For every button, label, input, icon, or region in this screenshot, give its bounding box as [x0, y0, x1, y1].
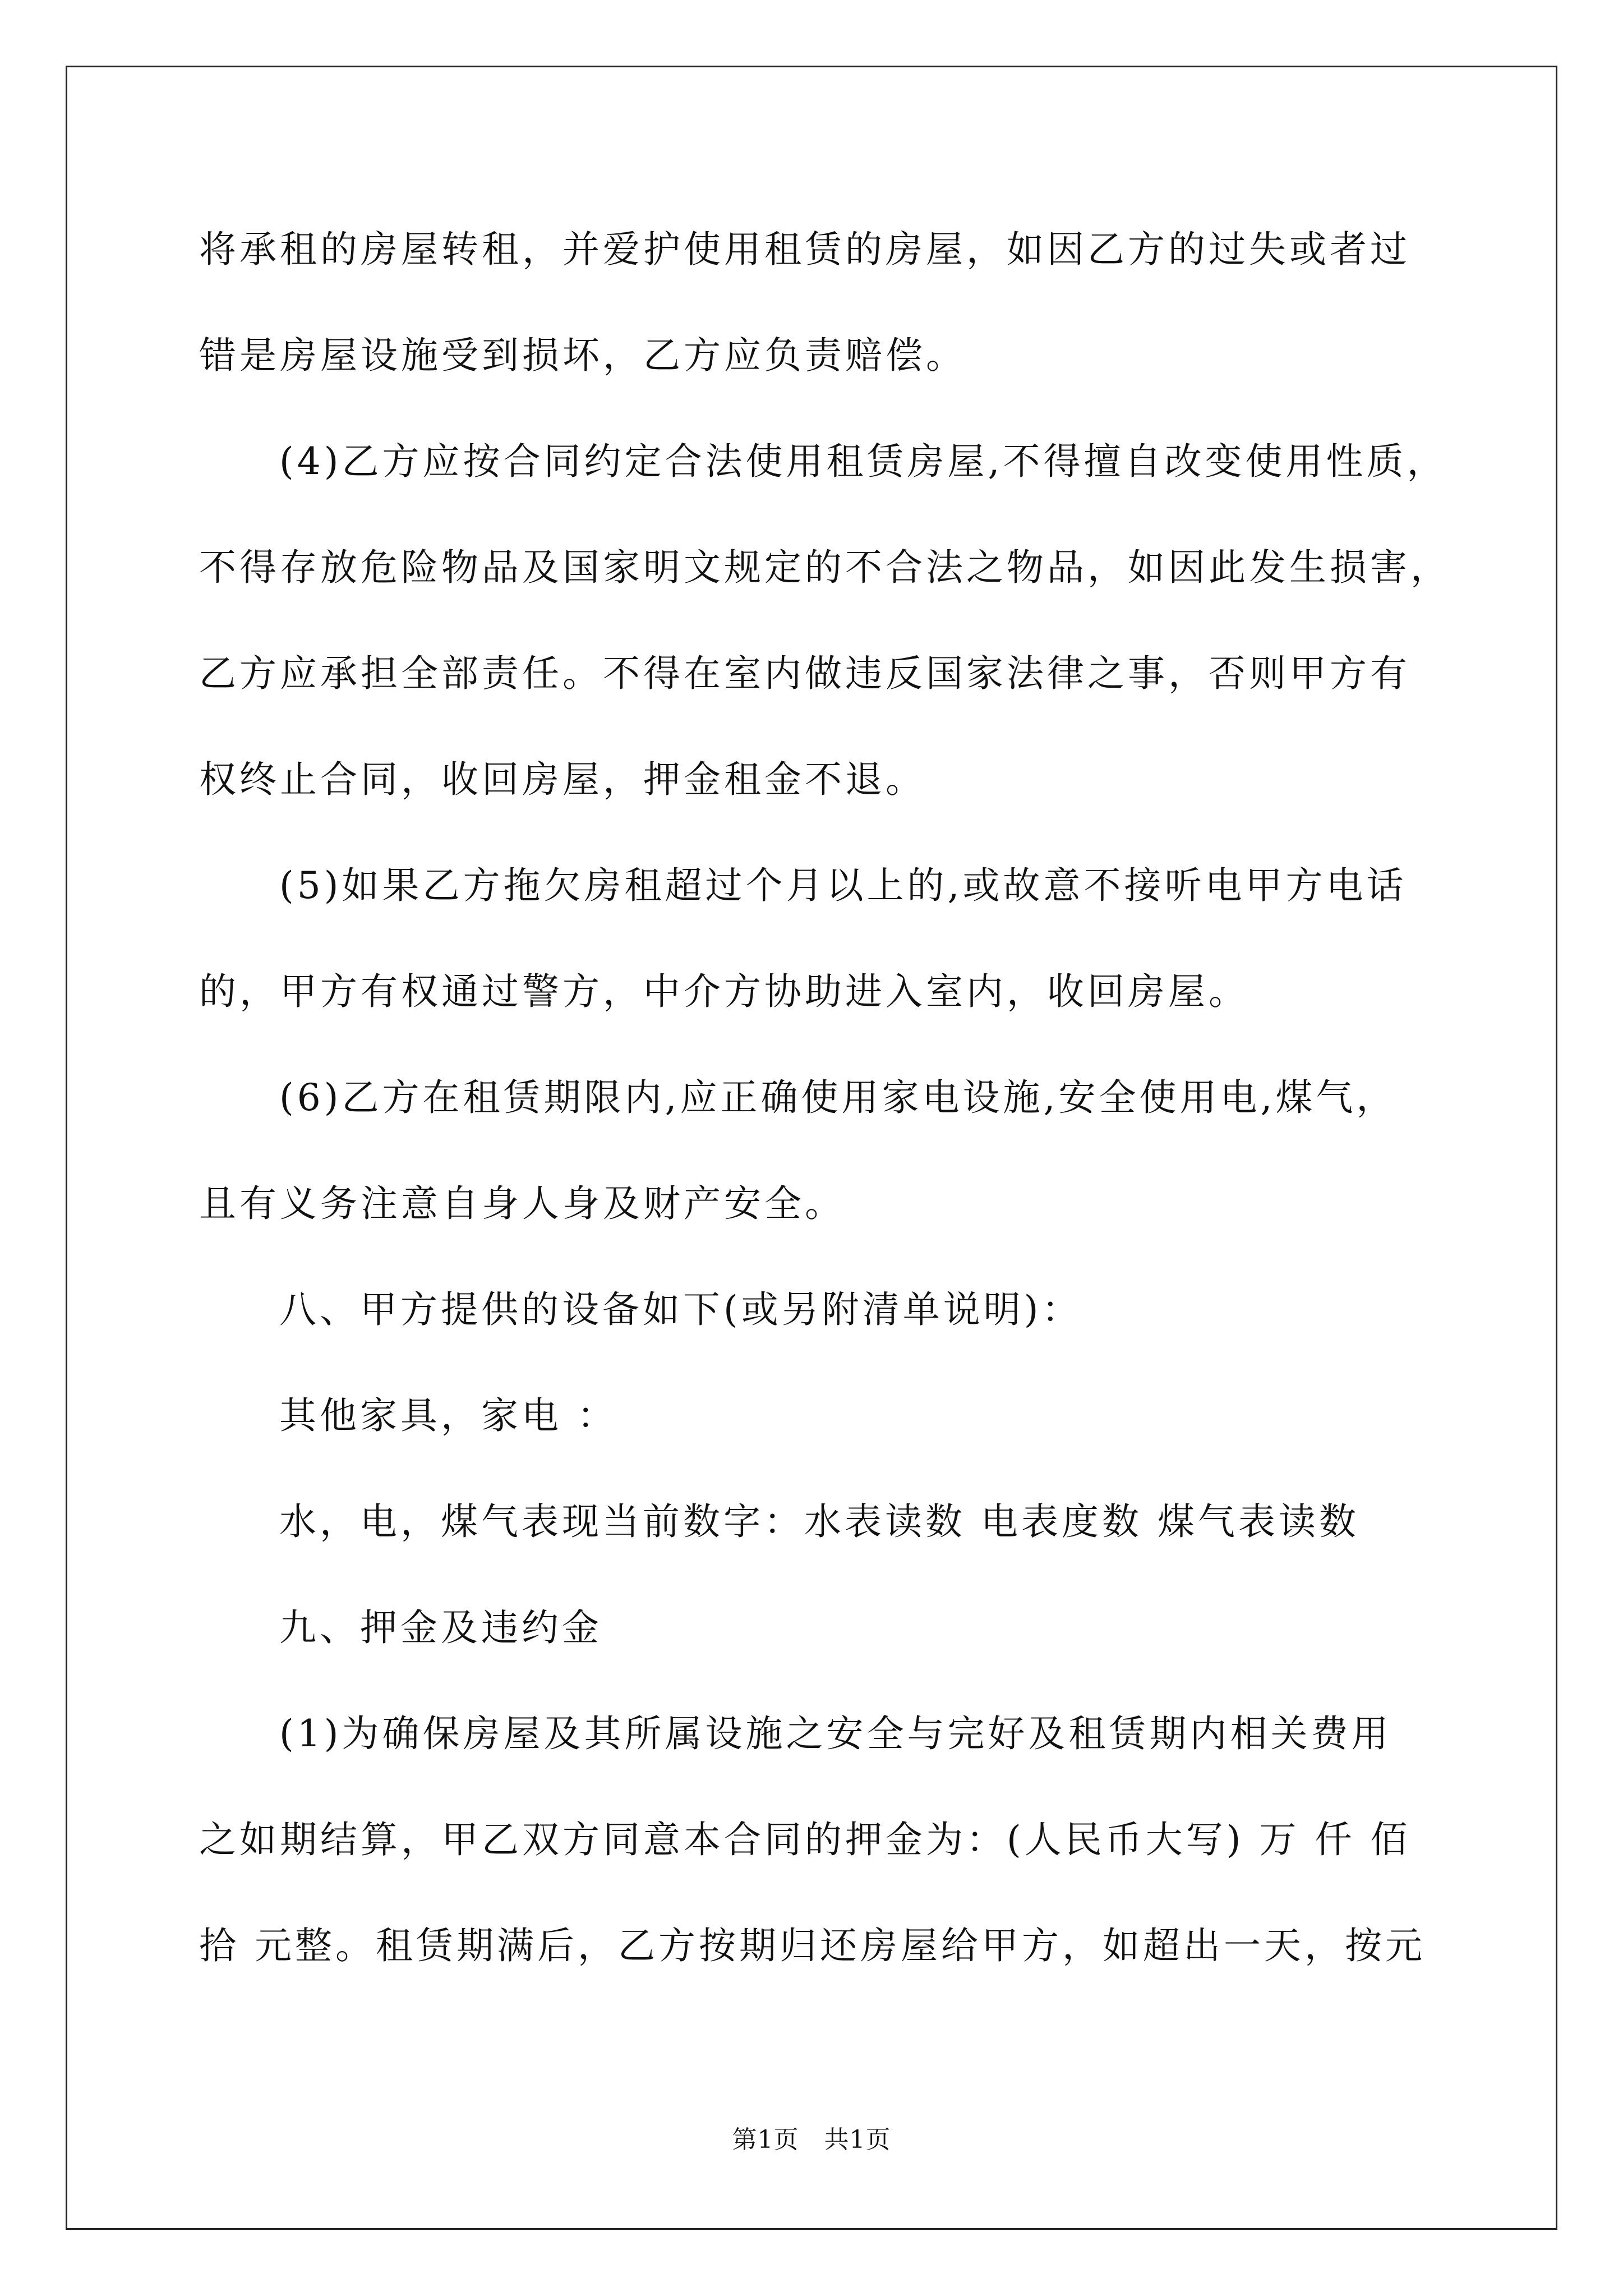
text-line: 乙方应承担全部责任。不得在室内做违反国家法律之事，否则甲方有 [199, 652, 1410, 695]
page-frame [66, 66, 1557, 2230]
text-line: (6)乙方在租赁期限内,应正确使用家电设施,安全使用电,煤气， [279, 1076, 1397, 1119]
text-line: 之如期结算，甲乙双方同意本合同的押金为：(人民币大写) 万 仟 佰 [199, 1818, 1411, 1861]
text-line: (1)为确保房屋及其所属设施之安全与完好及租赁期内相关费用 [279, 1712, 1392, 1755]
text-line: 且有义务注意自身人身及财产安全。 [199, 1182, 845, 1225]
text-line: 水，电，煤气表现当前数字：水表读数 电表度数 煤气表读数 [279, 1500, 1359, 1543]
section-heading: 八、甲方提供的设备如下(或另附清单说明)： [279, 1288, 1082, 1331]
text-line: 的，甲方有权通过警方，中介方协助进入室内，收回房屋。 [199, 970, 1249, 1013]
page-number: 第1页 共1页 [732, 2125, 891, 2154]
text-line: (5)如果乙方拖欠房租超过个月以上的,或故意不接听电甲方电话 [279, 864, 1407, 907]
text-line: 将承租的房屋转租，并爱护使用租赁的房屋，如因乙方的过失或者过 [199, 228, 1410, 271]
text-line: 拾 元整。租赁期满后，乙方按期归还房屋给甲方，如超出一天，按元 [199, 1924, 1426, 1967]
text-line: (4)乙方应按合同约定合法使用租赁房屋,不得擅自改变使用性质， [279, 440, 1447, 483]
text-line: 权终止合同，收回房屋，押金租金不退。 [199, 758, 926, 801]
section-heading: 九、押金及违约金 [279, 1606, 602, 1649]
text-line: 不得存放危险物品及国家明文规定的不合法之物品，如因此发生损害， [199, 546, 1451, 589]
text-line: 错是房屋设施受到损坏，乙方应负责赔偿。 [199, 334, 966, 377]
text-line: 其他家具，家电 ： [279, 1394, 617, 1437]
